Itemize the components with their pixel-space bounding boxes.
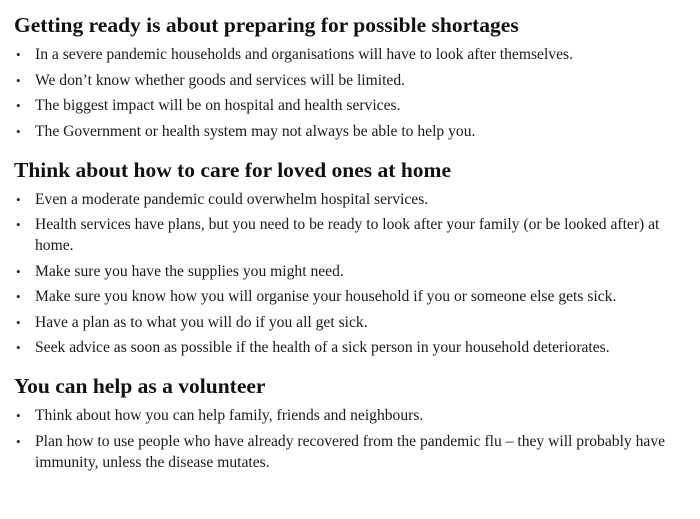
list-item	[14, 261, 686, 282]
bullet-icon: •	[16, 72, 21, 88]
list-item-text: Even a moderate pandemic could overwhelm hospital services.	[35, 190, 429, 208]
list-item-text: The biggest impact will be on hospital and health services.	[35, 97, 401, 114]
list-item	[14, 431, 686, 473]
list-item-text: The Government or health system may not always be able to help you.	[35, 122, 476, 140]
list-item	[14, 337, 686, 358]
section-volunteer	[14, 373, 686, 473]
bullet-icon: •	[16, 314, 21, 330]
list-item-text: Make sure you have the supplies you might need.	[35, 262, 344, 280]
section-care-at-home	[14, 157, 686, 359]
bullet-list	[14, 189, 686, 359]
list-item	[14, 214, 686, 256]
bullet-icon: •	[16, 263, 21, 279]
bullet-icon: •	[16, 217, 21, 232]
section-heading: Think about how to care for loved ones at home	[14, 157, 451, 182]
bullet-icon: •	[16, 191, 21, 207]
list-item	[14, 312, 686, 333]
bullet-list	[14, 44, 686, 142]
list-item-text: Make sure you know how you will organise your household if you or someone else gets sick.	[35, 288, 617, 305]
bullet-icon: •	[16, 433, 21, 449]
list-item	[14, 121, 686, 142]
list-item-text: Have a plan as to what you will do if you all get sick.	[35, 313, 368, 331]
section-heading: Getting ready is about preparing for possible shortages	[14, 13, 519, 37]
list-item-text: In a severe pandemic households and organisations will have to look after themselves.	[35, 46, 573, 63]
section-heading: You can help as a volunteer	[14, 374, 266, 398]
list-item-text: We don’t know whether goods and services will be limited.	[35, 71, 406, 89]
list-item	[14, 189, 686, 210]
list-item	[14, 44, 686, 65]
bullet-icon: •	[16, 408, 21, 423]
list-item	[14, 70, 686, 91]
bullet-icon: •	[16, 289, 21, 304]
bullet-icon: •	[16, 123, 21, 139]
list-item-text: Seek advice as soon as possible if the health of a sick person in your household deteriorates.	[35, 339, 610, 356]
section-shortages	[14, 12, 686, 142]
list-item-text: Health services have plans, but you need to be ready to look after your family (or be looked after) at home.	[35, 216, 660, 254]
list-item	[14, 286, 686, 307]
bullet-icon: •	[16, 47, 21, 62]
bullet-icon: •	[16, 340, 21, 355]
list-item-text: Plan how to use people who have already recovered from the pandemic flu – they will probably have immunity, unless the disease mutates.	[35, 432, 666, 471]
list-item-text: Think about how you can help family, friends and neighbours.	[35, 407, 424, 424]
bullet-list	[14, 405, 686, 473]
list-item	[14, 405, 686, 426]
bullet-icon: •	[16, 98, 21, 113]
list-item	[14, 95, 686, 116]
